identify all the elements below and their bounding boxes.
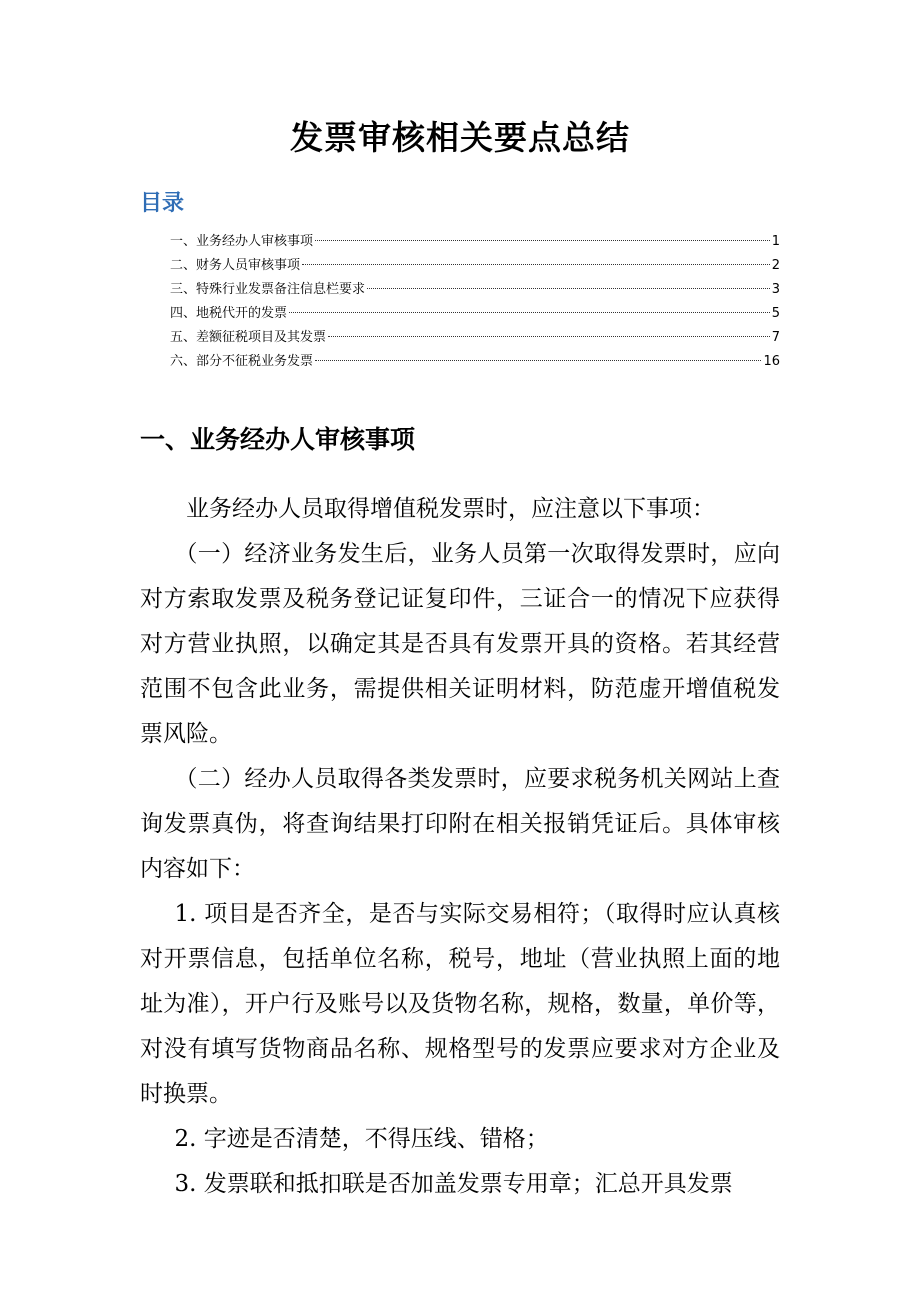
toc-leader-dots [289, 312, 770, 313]
body-paragraph: （一）经济业务发生后，业务人员第一次取得发票时，应向对方索取发票及税务登记证复印件，三证合一的情况下应获得对方营业执照，以确定其是否具有发票开具的资格。若其经营范围不包含此业务，需提供相关证明材料，防范虚开增值税发票风险。 [140, 541, 780, 747]
toc-item-4[interactable] [170, 302, 780, 326]
toc-item-6[interactable] [170, 350, 780, 374]
toc-item-page: 2 [771, 258, 780, 273]
toc-item-5[interactable] [170, 326, 780, 350]
toc-heading: 目录 [140, 191, 185, 216]
body-paragraph: 3. 发票联和抵扣联是否加盖发票专用章；汇总开具发票 [174, 1171, 733, 1197]
toc-item-label: 五、差额征税项目及其发票 [170, 330, 327, 345]
toc-item-page: 3 [771, 282, 780, 297]
toc-item-page: 5 [771, 306, 780, 321]
section-heading: 一、业务经办人审核事项 [140, 425, 416, 454]
toc-leader-dots [315, 360, 761, 361]
toc-item-page: 1 [771, 234, 780, 249]
body-paragraph: 2. 字迹是否清楚，不得压线、错格； [174, 1126, 549, 1152]
body-paragraph: 业务经办人员取得增值税发票时，应注意以下事项： [186, 496, 715, 522]
toc-item-label: 四、地税代开的发票 [170, 306, 288, 321]
body-paragraph: 1. 项目是否齐全，是否与实际交易相符；（取得时应认真核对开票信息，包括单位名称，税号，地址（营业执照上面的地址为准），开户行及账号以及货物名称，规格，数量，单价等，对没有填写货物商品名称、规格型号的发票应要求对方企业及时换票。 [140, 901, 780, 1107]
toc-item-label: 一、业务经办人审核事项 [170, 234, 314, 249]
document-title: 发票审核相关要点总结 [290, 118, 630, 157]
section-body [140, 487, 780, 1207]
toc-item-3[interactable] [170, 278, 780, 302]
toc-item-label: 六、部分不征税业务发票 [170, 354, 314, 369]
toc-item-1[interactable] [170, 230, 780, 254]
toc-leader-dots [315, 240, 770, 241]
table-of-contents [170, 230, 780, 374]
body-paragraph: （二）经办人员取得各类发票时，应要求税务机关网站上查询发票真伪，将查询结果打印附在相关报销凭证后。具体审核内容如下： [140, 766, 780, 882]
toc-item-label: 三、特殊行业发票备注信息栏要求 [170, 282, 366, 297]
toc-item-label: 二、财务人员审核事项 [170, 258, 301, 273]
toc-leader-dots [367, 288, 770, 289]
toc-leader-dots [302, 264, 770, 265]
toc-item-2[interactable] [170, 254, 780, 278]
toc-item-page: 7 [771, 330, 780, 345]
toc-item-page: 16 [763, 354, 780, 369]
toc-leader-dots [328, 336, 770, 337]
